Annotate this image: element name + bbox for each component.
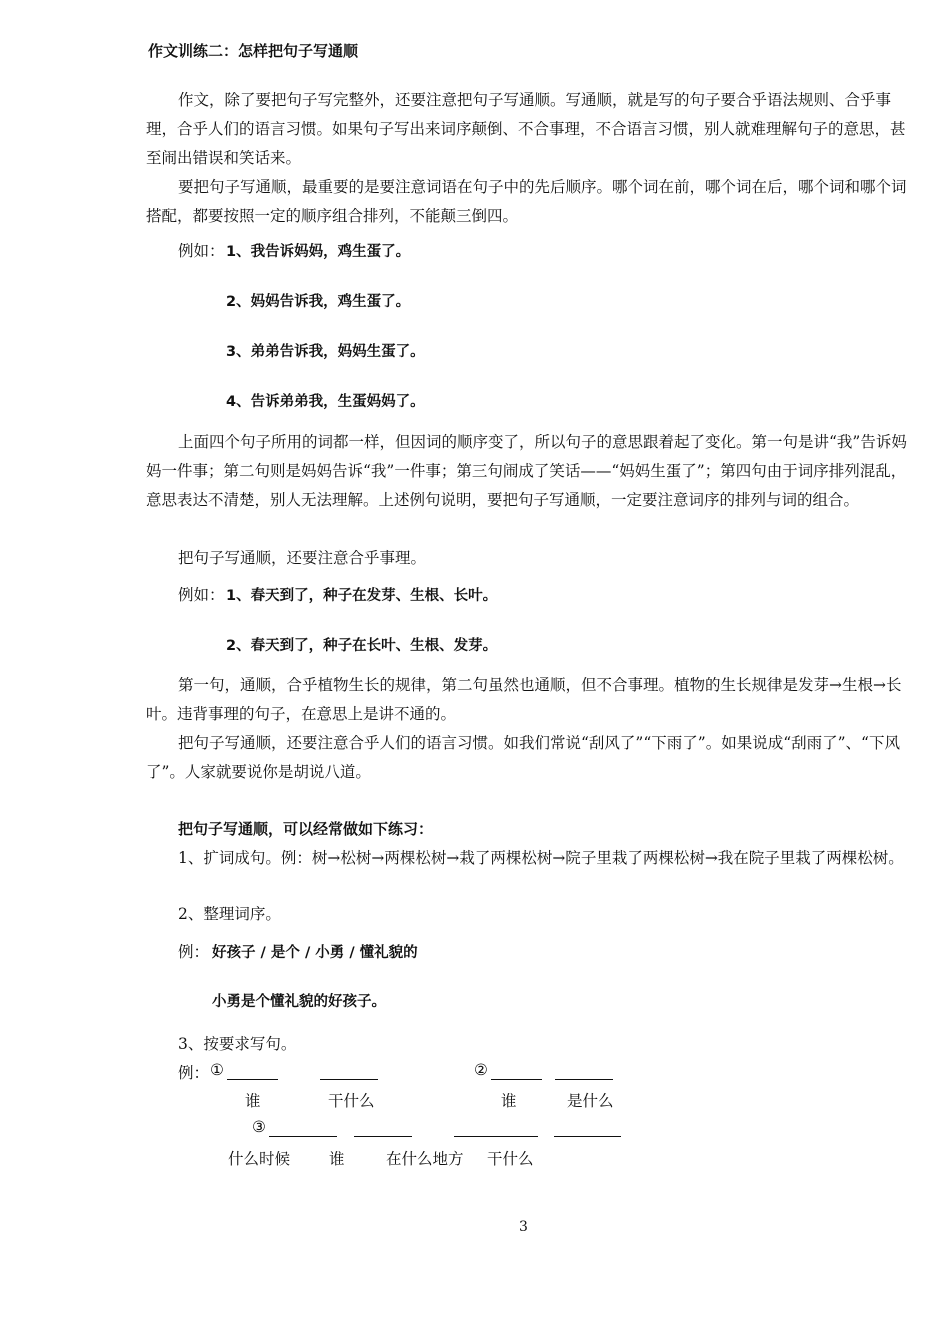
fill-blank-6[interactable] — [354, 1135, 412, 1137]
example2-sentence-2: 2、春天到了，种子在长叶、生根、发芽。 — [226, 638, 498, 654]
page-number: 3 — [519, 1219, 528, 1235]
example1-sentence-3: 3、弟弟告诉我，妈妈生蛋了。 — [226, 344, 425, 360]
circle-number-2: ② — [474, 1061, 488, 1079]
example1-sentence-4: 4、告诉弟弟我，生蛋妈妈了。 — [226, 394, 425, 410]
circle-number-1: ① — [210, 1061, 224, 1079]
example1-prefix: 例如： — [178, 242, 225, 260]
practice-item-2: 2、整理词序。 — [178, 905, 281, 923]
fill-blank-3[interactable] — [491, 1078, 542, 1080]
paragraph-word-order — [146, 173, 910, 231]
blank-label-who-2: 谁 — [501, 1092, 517, 1110]
paragraph-intro-text: 作文，除了要把句子写完整外，还要注意把句子写通顺。写通顺，就是写的句子要合乎语法规则、合乎事理，合乎人们的语言习惯。如果句子写出来词序颠倒、不合事理，不合语言习惯，别人就难理解句子的意思，甚至闹出错误和笑话来。 — [146, 91, 906, 167]
blank-label-do-what-1: 干什么 — [328, 1092, 375, 1110]
fill-blank-1[interactable] — [227, 1078, 278, 1080]
blank-label-do-what-2: 干什么 — [487, 1150, 534, 1168]
example2-sentence-1: 1、春天到了，种子在发芽、生根、长叶。 — [226, 588, 498, 604]
paragraph-logic — [146, 544, 910, 573]
fill-blank-7[interactable] — [454, 1135, 538, 1137]
blank-label-where: 在什么地方 — [386, 1150, 464, 1168]
fill-blank-2[interactable] — [320, 1078, 378, 1080]
practice-item-2-answer: 小勇是个懂礼貌的好孩子。 — [212, 994, 386, 1010]
fill-blank-5[interactable] — [269, 1135, 337, 1137]
practice-item-1 — [146, 844, 910, 873]
fill-blank-4[interactable] — [555, 1078, 613, 1080]
paragraph-growth-text: 第一句，通顺，合乎植物生长的规律，第二句虽然也通顺，但不合事理。植物的生长规律是发芽→生根→长叶。违背事理的句子，在意思上是讲不通的。 — [146, 676, 902, 723]
paragraph-habit-text: 把句子写通顺，还要注意合乎人们的语言习惯。如我们常说“刮风了”“下雨了”。如果说成“刮雨了”、“下风了”。人家就要说你是胡说八道。 — [146, 734, 900, 781]
blank-label-who-1: 谁 — [245, 1092, 261, 1110]
practice-heading: 把句子写通顺，可以经常做如下练习： — [178, 820, 434, 838]
example2-prefix: 例如： — [178, 586, 225, 604]
paragraph-intro — [146, 86, 910, 173]
document-title: 作文训练二：怎样把句子写通顺 — [148, 42, 359, 60]
example1-sentence-2: 2、妈妈告诉我，鸡生蛋了。 — [226, 294, 411, 310]
paragraph-word-order-text: 要把句子写通顺，最重要的是要注意词语在句子中的先后顺序。哪个词在前，哪个词在后，哪个词和哪个词搭配，都要按照一定的顺序组合排列，不能颠三倒四。 — [146, 178, 907, 225]
paragraph-analysis-text: 上面四个句子所用的词都一样，但因词的顺序变了，所以句子的意思跟着起了变化。第一句是讲“我”告诉妈妈一件事；第二句则是妈妈告诉“我”一件事；第三句闹成了笑话——“妈妈生蛋了”；第四句由于词序排列混乱，意思表达不清楚，别人无法理解。上述例句说明，要把句子写通顺，一定要注意词序的排列与词的组合。 — [146, 433, 907, 509]
practice-item-3: 3、按要求写句。 — [178, 1035, 297, 1053]
circle-number-3: ③ — [252, 1118, 266, 1136]
blank-label-who-3: 谁 — [329, 1150, 345, 1168]
paragraph-logic-text: 把句子写通顺，还要注意合乎事理。 — [178, 549, 427, 567]
paragraph-growth — [146, 671, 910, 729]
blank-label-is-what: 是什么 — [567, 1092, 614, 1110]
example1-sentence-1: 1、我告诉妈妈，鸡生蛋了。 — [226, 244, 411, 260]
practice-item-1-text: 1、扩词成句。例：树→松树→两棵松树→栽了两棵松树→院子里栽了两棵松树→我在院子里栽了两棵松树。 — [178, 849, 904, 867]
paragraph-analysis — [146, 428, 910, 515]
blank-label-when: 什么时候 — [228, 1150, 291, 1168]
fill-blank-8[interactable] — [554, 1135, 621, 1137]
paragraph-habit — [146, 729, 910, 787]
practice-item-3-prefix: 例： — [178, 1064, 210, 1082]
practice-item-2-example: 好孩子 / 是个 / 小勇 / 懂礼貌的 — [212, 945, 418, 961]
practice-item-2-example-prefix: 例： — [178, 943, 210, 961]
